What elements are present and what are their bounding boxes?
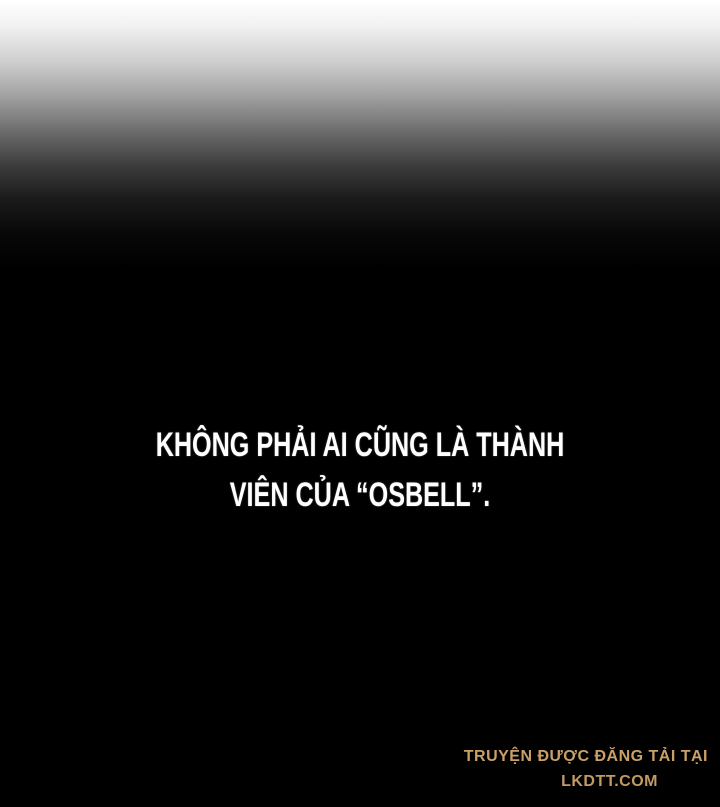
caption-line-2: VIÊN CỦA “OSBELL”.	[229, 476, 491, 514]
narration-caption	[94, 420, 627, 520]
watermark-url: LKDTT.COM	[561, 773, 658, 790]
caption-line-1: KHÔNG PHẢI AI CŨNG LÀ THÀNH	[155, 426, 565, 464]
watermark-text: TRUYỆN ĐƯỢC ĐĂNG TẢI TẠI	[463, 748, 708, 765]
site-watermark	[408, 744, 708, 794]
